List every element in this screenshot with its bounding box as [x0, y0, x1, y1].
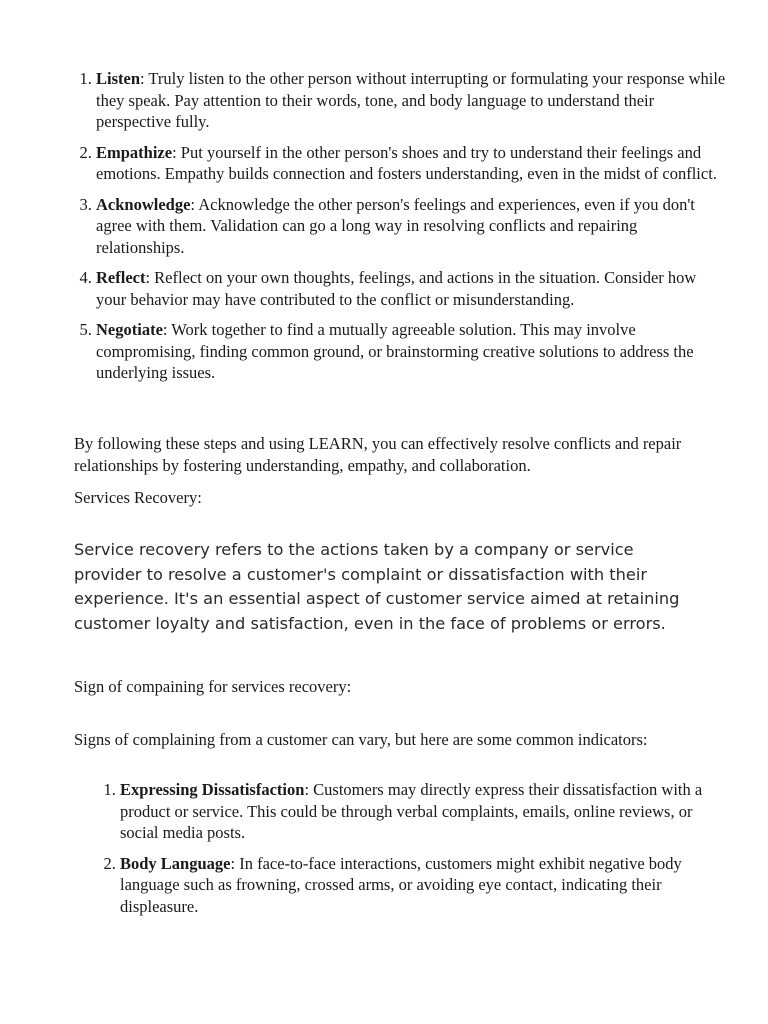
sign-term: Body Language — [120, 853, 231, 873]
conclusion-paragraph: By following these steps and using LEARN, you can effectively resolve conflicts and repair relationships by fostering understanding, empathy, and collaboration. — [74, 434, 682, 475]
step-text: : Put yourself in the other person's shoes and try to understand their feelings and emotions. Empathy builds connection and fosters understanding, even in the midst of conflict. — [96, 142, 717, 183]
step-text: : Reflect on your own thoughts, feelings, and actions in the situation. Consider how your behavior may have contributed to the conflict or misunderstanding. — [96, 268, 697, 309]
step-term: Reflect — [96, 268, 146, 287]
list-item — [96, 142, 726, 185]
step-text: : Truly listen to the other person without interrupting or formulating your response while they speak. Pay attention to their words, tone, and body language to understand their perspective fully. — [96, 69, 726, 131]
list-item — [120, 853, 730, 918]
conflict-steps-list — [74, 68, 726, 393]
step-term: Negotiate — [96, 320, 163, 339]
step-term: Acknowledge — [96, 194, 191, 214]
list-item — [96, 319, 726, 384]
sign-term: Expressing Dissatisfaction — [120, 780, 305, 799]
list-item — [96, 68, 726, 133]
list-item — [96, 194, 726, 259]
complaint-signs-list — [98, 779, 730, 926]
services-recovery-heading: Services Recovery: — [74, 488, 202, 507]
list-item — [120, 779, 730, 844]
step-term: Empathize — [96, 142, 173, 162]
sign-text: : Customers may directly express their dissatisfaction with a product or service. This could be through verbal complaints, emails, online reviews, or social media posts. — [120, 780, 703, 842]
step-text: : Acknowledge the other person's feelings and experiences, even if you don't agree with them. Validation can go a long way in resolving conflicts and repairing relationships. — [96, 194, 695, 257]
signs-intro-paragraph: Signs of complaining from a customer can vary, but here are some common indicators: — [74, 730, 648, 749]
step-term: Listen — [96, 69, 141, 88]
sign-heading: Sign of compaining for services recovery: — [74, 677, 352, 696]
sign-text: : In face-to-face interactions, customers might exhibit negative body language such as frowning, crossed arms, or avoiding eye contact, indicating their displeasure. — [120, 853, 682, 916]
list-item — [96, 267, 726, 310]
services-recovery-paragraph: Service recovery refers to the actions taken by a company or service provider to resolve a customer's complaint or dissatisfaction with their experience. It's an essential aspect of customer service aimed at retaining customer loyalty and satisfaction, even in the face of problems or errors. — [74, 540, 680, 633]
step-text: : Work together to find a mutually agreeable solution. This may involve compromising, finding common ground, or brainstorming creative solutions to address the underlying issues. — [96, 320, 694, 382]
